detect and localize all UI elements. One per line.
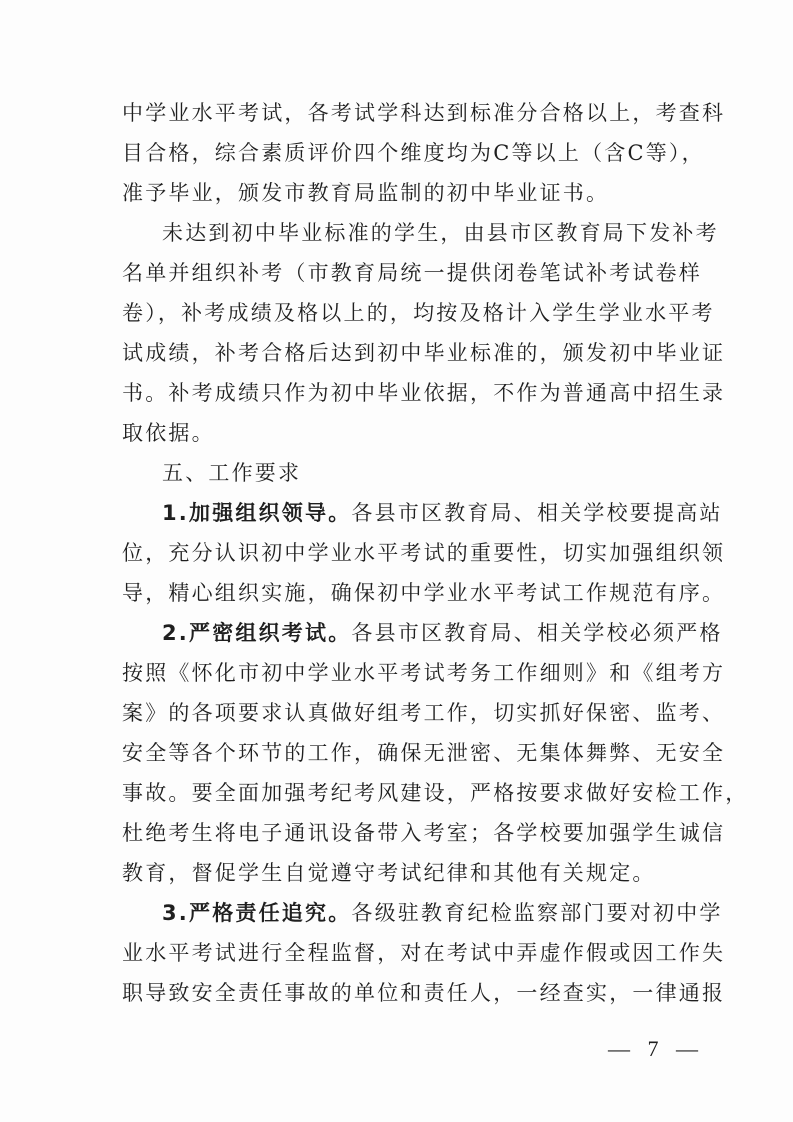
body-line: 导，精心组织实施，确保初中学业水平考试工作规范有序。	[122, 581, 726, 605]
item-first-line	[162, 618, 723, 648]
body-line: 教育，督促学生自觉遵守考试纪律和其他有关规定。	[122, 861, 656, 885]
paragraph-first-line: 未达到初中毕业标准的学生，由县市区教育局下发补考	[162, 221, 719, 245]
section-heading: 五、工作要求	[162, 461, 302, 485]
page-number: — 7 —	[608, 1036, 704, 1061]
item-lead: 2.严密组织考试。	[162, 621, 352, 645]
item-lead: 3.严格责任追究。	[162, 901, 352, 925]
item-lead: 1.加强组织领导。	[162, 501, 352, 525]
item-text: 各县市区教育局、相关学校要提高站	[351, 501, 723, 525]
body-line: 位，充分认识初中学业水平考试的重要性，切实加强组织领	[122, 541, 726, 565]
body-line: 案》的各项要求认真做好组考工作，切实抓好保密、监考、	[122, 701, 726, 725]
body-line: 职导致安全责任事故的单位和责任人，一经查实，一律通报	[122, 981, 726, 1005]
body-line: 目合格，综合素质评价四个维度均为C等以上（含C等），	[122, 141, 705, 165]
body-line: 业水平考试进行全程监督，对在考试中弄虚作假或因工作失	[122, 941, 726, 965]
item-text: 各级驻教育纪检监察部门要对初中学	[351, 901, 723, 925]
item-first-line	[162, 898, 723, 928]
body-line: 事故。要全面加强考纪考风建设，严格按要求做好安检工作，	[122, 781, 749, 805]
body-line: 按照《怀化市初中学业水平考试考务工作细则》和《组考方	[122, 661, 726, 685]
body-line: 卷），补考成绩及格以上的，均按及格计入学生学业水平考	[122, 301, 715, 325]
body-line: 安全等各个环节的工作，确保无泄密、无集体舞弊、无安全	[122, 741, 726, 765]
item-first-line	[162, 498, 723, 528]
item-text: 各县市区教育局、相关学校必须严格	[351, 621, 723, 645]
body-line: 取依据。	[122, 421, 215, 445]
body-line: 试成绩，补考合格后达到初中毕业标准的，颁发初中毕业证	[122, 341, 726, 365]
body-line: 中学业水平考试，各考试学科达到标准分合格以上，考查科	[122, 101, 726, 125]
body-line: 杜绝考生将电子通讯设备带入考室；各学校要加强学生诚信	[122, 821, 726, 845]
body-line: 名单并组织补考（市教育局统一提供闭卷笔试补考试卷样	[122, 261, 702, 285]
body-line: 准予毕业，颁发市教育局监制的初中毕业证书。	[122, 181, 610, 205]
body-line: 书。补考成绩只作为初中毕业依据，不作为普通高中招生录	[122, 381, 726, 405]
